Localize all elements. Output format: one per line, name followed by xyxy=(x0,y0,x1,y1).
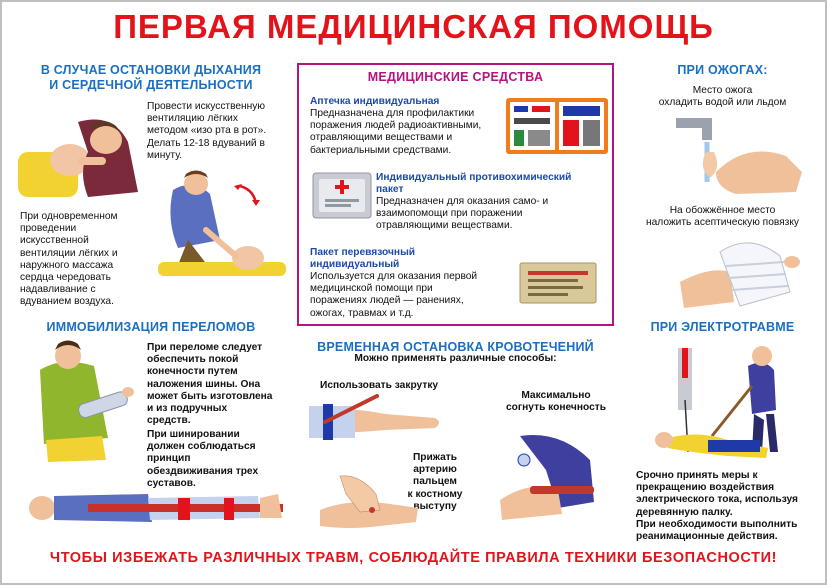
safety-footer: ЧТОБЫ ИЗБЕЖАТЬ РАЗЛИЧНЫХ ТРАВМ, СОБЛЮДАЙТЕ ПРАВИЛА ТЕХНИКИ БЕЗОПАСНОСТИ! xyxy=(49,550,778,566)
combined-cpr-text: При одновременном проведении искусственной вентиляции лёгких и наружного массажа сердца чередовать надавливание с вдуванием воздуха. xyxy=(20,211,118,308)
tourniquet-illustration xyxy=(305,392,445,442)
electro-text-1: Срочно принять меры к прекращению воздействия электрического тока, используя деревянную палку. xyxy=(636,470,798,518)
arm-splint-illustration xyxy=(22,340,132,462)
breathing-heading-line2: И СЕРДЕЧНОЙ ДЕЯТЕЛЬНОСТИ xyxy=(49,78,253,92)
bend-limb-illustration xyxy=(490,430,604,522)
burns-text-2: На обожжённое место наложить асептическую повязку xyxy=(645,205,800,229)
kit-title: Аптечка индивидуальная xyxy=(310,96,440,107)
meds-heading: МЕДИЦИНСКИЕ СРЕДСТВА xyxy=(367,70,544,84)
chem-text: Предназначен для оказания само- и взаимопомощи при поражении отравляющими веществами. xyxy=(376,196,549,232)
dressing-package-image xyxy=(520,263,596,303)
electric-shock-illustration xyxy=(648,340,818,462)
page-title: ПЕРВАЯ МЕДИЦИНСКАЯ ПОМОЩЬ xyxy=(113,8,714,45)
ventilation-text: Провести искусственную вентиляцию лёгких методом «изо рта в рот». Делать 12-18 вдуваний в минуту. xyxy=(147,101,267,161)
kit-text: Предназначена для профилактики поражения людей радиоактивными, отравляющими веществами и бактериальными средствами. xyxy=(310,108,482,156)
press-artery-text: Прижать артерию пальцем к костному выступу xyxy=(407,452,463,512)
chem-title: Индивидуальный противохимический пакет xyxy=(376,172,572,196)
tourniquet-text: Использовать закрутку xyxy=(320,380,439,391)
breathing-heading-line1: В СЛУЧАЕ ОСТАНОВКИ ДЫХАНИЯ xyxy=(40,63,262,77)
breathing-heading xyxy=(20,63,282,93)
leg-splint-illustration xyxy=(28,484,290,534)
burn-bandage-illustration xyxy=(680,232,800,312)
burns-text-1: Место ожога охладить водой или льдом xyxy=(658,85,787,109)
mouth-to-mouth-illustration xyxy=(18,112,146,202)
bend-text: Максимально согнуть конечность xyxy=(506,390,606,414)
cpr-illustration xyxy=(148,170,288,285)
dressing-title: Пакет перевязочный индивидуальный xyxy=(310,247,416,271)
fracture-text-1: При переломе следует обеспечить покой конечности путем наложения шины. Она может быть изготовлена и из подручных средств. xyxy=(147,342,273,427)
electro-text-2: При необходимости выполнить реанимационные действия. xyxy=(636,519,798,543)
bleeding-intro: Можно применять различные способы: xyxy=(354,353,557,364)
electro-heading: ПРИ ЭЛЕКТРОТРАВМЕ xyxy=(650,320,795,334)
fractures-heading: ИММОБИЛИЗАЦИЯ ПЕРЕЛОМОВ xyxy=(46,320,256,334)
press-artery-illustration xyxy=(320,470,420,532)
chemical-package-image xyxy=(313,173,371,218)
burn-water-illustration xyxy=(676,112,806,196)
bleeding-heading: ВРЕМЕННАЯ ОСТАНОВКА КРОВОТЕЧЕНИЙ xyxy=(317,340,594,354)
burns-heading: ПРИ ОЖОГАХ: xyxy=(677,63,768,77)
fracture-text-2: При шинировании должен соблюдаться принцип обездвиживания трех суставов. xyxy=(147,429,259,489)
first-aid-kit-image xyxy=(506,98,608,154)
dressing-text: Используется для оказания первой медицинской помощи при поражениях людей — ранениях, ожогах, травмах и т.д. xyxy=(310,271,478,319)
